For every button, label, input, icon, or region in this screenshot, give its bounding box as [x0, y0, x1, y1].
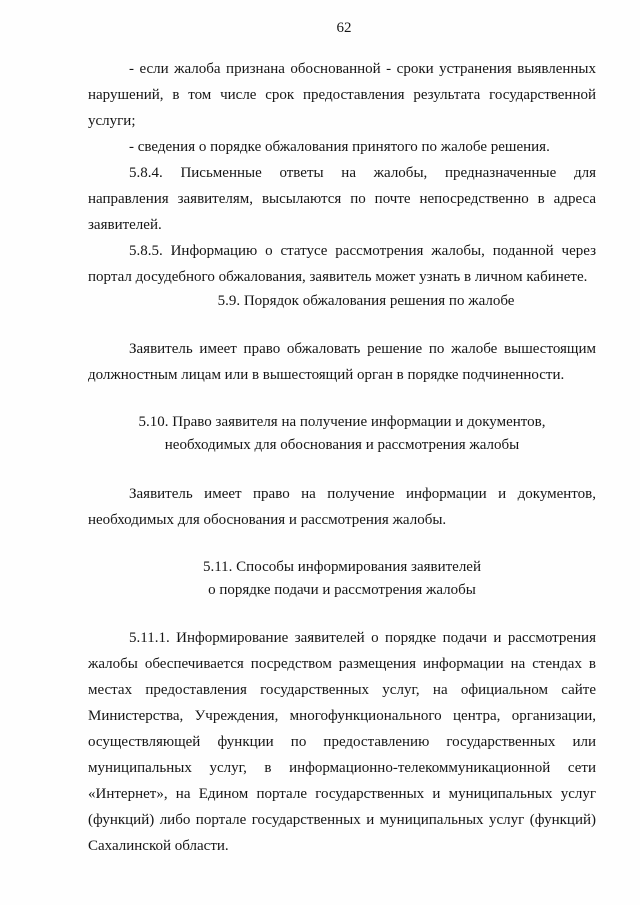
page-number: 62 — [336, 20, 352, 36]
heading-5-10-line-1: 5.10. Право заявителя на получение информации и документов, — [138, 414, 546, 430]
paragraph-complaint-valid: - если жалоба признана обоснованной - сроки устранения выявленных нарушений, в том числе срок предоставления результата государственной услуги; — [88, 61, 596, 129]
heading-5-11-line-2: о порядке подачи и рассмотрения жалобы — [208, 582, 476, 598]
heading-5-11-line-1: 5.11. Способы информирования заявителей — [202, 559, 481, 575]
heading-5-10-line-2: необходимых для обоснования и рассмотрения жалобы — [164, 437, 520, 453]
section-gap — [88, 313, 596, 336]
section-gap — [88, 602, 596, 625]
paragraph-5-8-5: 5.8.5. Информацию о статусе рассмотрения жалобы, поданной через портал досудебного обжалования, заявитель может узнать в личном кабинете. — [88, 243, 596, 285]
heading-5-9: 5.9. Порядок обжалования решения по жалобе — [217, 293, 515, 309]
paragraph-appeal-info: - сведения о порядке обжалования принятого по жалобе решения. — [129, 139, 550, 155]
paragraph-5-11-1: 5.11.1. Информирование заявителей о порядке подачи и рассмотрения жалобы обеспечивается посредством размещения информации на стендах в местах предоставления государственных услуг, на официальном сайте Министерства, Учреждения, многофункционального центра, организации, осуществляющей функции по предоставлению государственных или муниципальных услуг, в информационно-телекоммуникационной сети «Интернет», на Едином портале государственных и муниципальных услуг (функций) либо портале государственных и муниципальных услуг (функций) Сахалинской области. — [88, 630, 596, 854]
heading-5-10 — [88, 411, 596, 457]
paragraph-appeal-right: Заявитель имеет право обжаловать решение по жалобе вышестоящим должностным лицам или в вышестоящий орган в порядке подчиненности. — [88, 341, 596, 383]
document-body — [88, 56, 596, 859]
paragraph-5-8-4: 5.8.4. Письменные ответы на жалобы, предназначенные для направления заявителям, высылаются по почте непосредственно в адреса заявителей. — [88, 165, 596, 233]
heading-5-11 — [88, 556, 596, 602]
section-gap — [88, 457, 596, 481]
paragraph-info-right: Заявитель имеет право на получение информации и документов, необходимых для обоснования и рассмотрения жалобы. — [88, 486, 596, 528]
